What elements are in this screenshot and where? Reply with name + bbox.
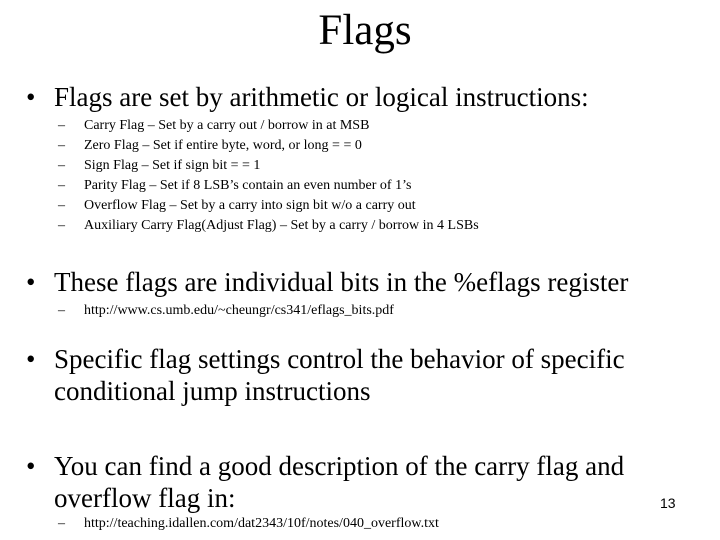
- bullet-conditional-jumps: [26, 343, 686, 407]
- list-item: [58, 136, 678, 156]
- bullet-marker: •: [26, 344, 36, 374]
- bullet-text: You can find a good description of the carry flag and overflow flag in:: [54, 451, 625, 513]
- dash-marker: –: [58, 138, 65, 153]
- list-item-text: Sign Flag – Set if sign bit = = 1: [84, 158, 261, 173]
- list-item-text: Zero Flag – Set if entire byte, word, or long = = 0: [84, 138, 362, 153]
- bullet-marker: •: [26, 82, 36, 112]
- list-item: [58, 116, 678, 136]
- list-item-text: Parity Flag – Set if 8 LSB’s contain an even number of 1’s: [84, 178, 412, 193]
- list-item: [58, 196, 678, 216]
- list-item: [58, 156, 678, 176]
- list-item: [58, 176, 678, 196]
- bullet-marker: •: [26, 267, 36, 297]
- bullet-carry-overflow-description: [26, 450, 686, 514]
- eflags-reference-list: [58, 301, 678, 321]
- bullet-text: Flags are set by arithmetic or logical instructions:: [54, 82, 589, 112]
- list-item[interactable]: [58, 301, 678, 321]
- dash-marker: –: [58, 178, 65, 193]
- bullet-text: Specific flag settings control the behavior of specific conditional jump instructions: [54, 344, 625, 406]
- overflow-notes-link[interactable]: http://teaching.idallen.com/dat2343/10f/notes/040_overflow.txt: [84, 516, 439, 531]
- dash-marker: –: [58, 303, 65, 318]
- flag-definitions-list: [58, 116, 678, 236]
- overflow-reference-list: [58, 514, 678, 534]
- bullet-text: These flags are individual bits in the %eflags register: [54, 267, 629, 297]
- slide-title: Flags: [318, 7, 412, 54]
- dash-marker: –: [58, 516, 65, 531]
- bullet-marker: •: [26, 451, 36, 481]
- list-item-text: Auxiliary Carry Flag(Adjust Flag) – Set by a carry / borrow in 4 LSBs: [84, 218, 479, 233]
- list-item: [58, 216, 678, 236]
- dash-marker: –: [58, 218, 65, 233]
- dash-marker: –: [58, 158, 65, 173]
- dash-marker: –: [58, 118, 65, 133]
- eflags-bits-link[interactable]: http://www.cs.umb.edu/~cheungr/cs341/eflags_bits.pdf: [84, 303, 394, 318]
- bullet-eflags-register: [26, 266, 686, 298]
- list-item-text: Carry Flag – Set by a carry out / borrow in at MSB: [84, 118, 370, 133]
- list-item[interactable]: [58, 514, 678, 534]
- bullet-flags-set: [26, 81, 686, 113]
- list-item-text: Overflow Flag – Set by a carry into sign bit w/o a carry out: [84, 198, 416, 213]
- dash-marker: –: [58, 198, 65, 213]
- page-number: 13: [660, 495, 676, 511]
